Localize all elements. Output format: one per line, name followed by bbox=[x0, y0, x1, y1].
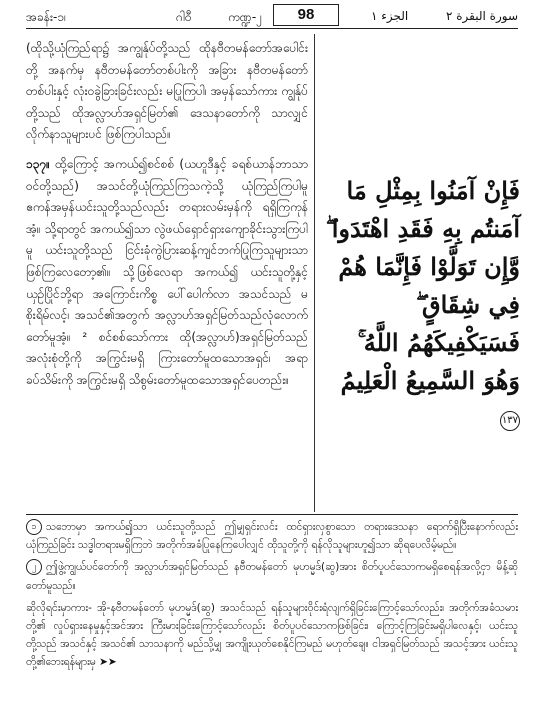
verse-number: ၁၃၇။ bbox=[26, 156, 50, 171]
header-juz-arabic: الجزء ١ bbox=[371, 9, 409, 23]
header-juz-label: ဂါ၀ီ bbox=[176, 10, 192, 24]
footnotes bbox=[26, 518, 518, 676]
footnote-2-marker: ၂ bbox=[26, 559, 42, 575]
column-divider bbox=[314, 34, 315, 512]
header-left-label: အခန်း-၁၊ bbox=[26, 10, 67, 24]
footnote-separator bbox=[26, 514, 518, 515]
translation-paragraph-1: (ထိုသို့ယုံကြည်ရာ၌ အကျွန်ုပ်တို့သည် ထိုနဗီတမန်တော်အပေါင်းတို့ အနက်မှ နဗီတမန်တော်တစ်ပါးကို အခြား နဗီတမန်တော်တစ်ပါးနှင့် လုံးဝခွဲခြားခြင်းလည်း မပြုကြပါ၊ အမှန်သော်ကား ကျွန်ုပ်တို့သည် ထိုအလ္လာဟ်အရှင်မြတ်၏ ဒေသနာတော်ကို သာလျှင် လိုက်နာသူများပင် ဖြစ်ကြပါသည်။ bbox=[26, 41, 308, 142]
arabic-verse bbox=[322, 172, 520, 438]
ayah-number-marker: ١٣٧ bbox=[500, 411, 520, 431]
page-number: 98 bbox=[273, 4, 339, 26]
translation-column bbox=[26, 38, 308, 400]
continue-arrows-icon: ➤➤ bbox=[99, 656, 117, 669]
translation-paragraph-2 bbox=[26, 154, 308, 392]
footnote-2 bbox=[26, 558, 518, 594]
footnote-2-text: ဤဖွဲ့ကျွယ်ပင်တော်ကို အလ္လာဟ်အရှင်မြတ်သည် နဗီတမန်တော် မုဟမ္မဒ်(ဆွ)အား စိတ်ပူပင်သောကမရှိစေရန်အလို့ငှာ မိန့်ဆိုတော်မူသည်။ bbox=[26, 561, 518, 592]
footnote-3 bbox=[26, 599, 518, 672]
header-surah-arabic: سورة البقرة ٢ bbox=[445, 9, 518, 23]
page-header bbox=[26, 6, 518, 29]
arabic-verse-text: فَإِنْ آمَنُوا بِمِثْلِ مَا آمَنتُم بِهِ فَقَدِ اهْتَدَوا ۖ وَّإِن تَوَلَّوْا فَإِنَّمَا هُمْ فِي شِقَاقٍ ۖ فَسَيَكْفِيكَهُمُ اللَّهُ ۚ وَهُوَ السَّمِيعُ الْعَلِيمُ bbox=[325, 176, 520, 395]
footnote-1 bbox=[26, 518, 518, 554]
footnote-3-text: ဆိုလိုရင်းမှာကား- အို-နဗီတမန်တော် မုဟမ္မဒ်(ဆွ) အသင်သည် ရန်သူများဝိုင်းရံလျက်ရှိခြင်းကြောင့်သော်လည်း၊ အတိုက်အခံသမားတို့၏ လှုပ်ရှားနေမှုနှင့်အင်အား ကြီးမားခြင်းကြောင့်သော်လည်း စိတ်ပူပင်သောကဖြစ်ခြင်း၊ ကြောင့်ကြခြင်းမရှိပါလေနှင့်၊ ယင်းသူတို့သည် အသင်နှင့် အသင်၏ သာသနာကို မည်သို့မျှ အကျိုးယုတ်စေနိုင်ကြမည် မဟုတ်ချေ။ ငါအရှင်မြတ်သည် အသင့်အား ယင်းသူတို့၏ဘေးရန်များမှ bbox=[26, 601, 518, 669]
footnote-1-marker: ၁ bbox=[26, 519, 42, 535]
header-section-label: ကဏ္ဍ-၂ bbox=[228, 10, 263, 24]
translation-paragraph-2-text: ထို့ကြောင့် အကယ်၍စင်စစ် (ယဟူဒီနှင့် ခရစ်ယာန်ဘာသာဝင်တို့သည်) အသင်တို့ယုံကြည်ကြသကဲ့သို့ ယုံကြည်ကြပါမူ ဧကန်အမှန်ယင်းသူတို့သည်လည်း တရားလမ်းမှန်ကို ရရှိကြကုန်အံ့။ သို့ရာတွင် အကယ်၍သာ လွဲဖယ်ရှောင်ရှားကျောခိုင်းသွားကြပါမူ ယင်းသူတို့သည် ငြင်းခုံကွဲပြားဆန့်ကျင်ဘက်ပြုကြသူများသာ ဖြစ်ကြလေတော့၏။ သို့ဖြစ်လေရာ အကယ်၍ ယင်းသူတို့နှင့် ယှဉ်ပြိုင်ဘို့ရာ အကြောင်းကိစ္စ ပေါ်ပေါက်လာ အသင်သည် မစိုးရိမ်လင့်၊ အသင်၏အတွက် အလ္လာဟ်အရှင်မြတ်သည်လုံလောက်တော်မူအံ့။ ² စင်စစ်သော်ကား ထို(အလ္လာဟ်)အရှင်မြတ်သည် အလုံးစုံတို့ကို အကြွင်းမရှိ ကြားတော်မူထသောအရှင်၊ အရာခပ်သိမ်းကို အကြွင်းမရှိ သိစွမ်းတော်မူထသောအရှင်ပေတည်း။ bbox=[26, 156, 308, 387]
footnote-1-text: သဘောမှာ အကယ်၍သာ ယင်းသူတို့သည် ဤမျှရှင်းလင်း ထင်ရှားလှစွာသော တရားဒေသနာ ရောက်ရှိပြီးနောက်လည်း ယုံကြည်ခြင်း သဒ္ဓါတရားမရှိကြဘဲ အတိုက်အခံပြုနေကြပေါလျှင် ထိုသူတို့ကို ရန်လိုသူများဟူ၍သာ ဆိုရပေလိမ့်မည်။ bbox=[26, 521, 518, 552]
